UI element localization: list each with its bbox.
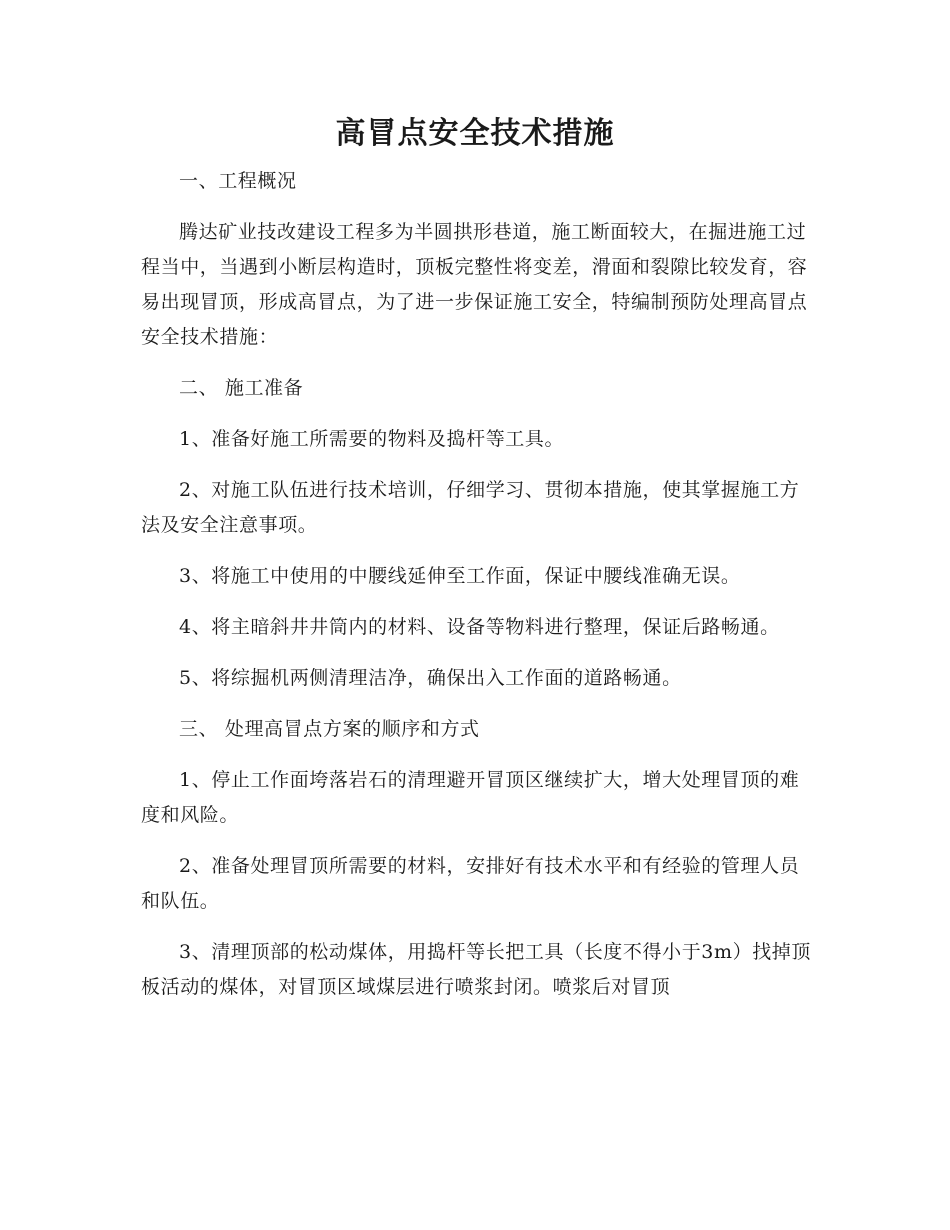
list-item-prep-4: 4、将主暗斜井井筒内的材料、设备等物料进行整理，保证后路畅通。 bbox=[179, 616, 780, 638]
list-item-prep-1: 1、准备好施工所需要的物料及捣杆等工具。 bbox=[179, 428, 565, 450]
list-item-prep-2: 2、对施工队伍进行技术培训，仔细学习、贯彻本措施，使其掌握施工方法及安全注意事项。 bbox=[141, 479, 800, 536]
section-heading-procedure: 三、 处理高冒点方案的顺序和方式 bbox=[179, 718, 480, 740]
list-item-proc-3: 3、清理顶部的松动煤体，用捣杆等长把工具（长度不得小于3m）找掉顶板活动的煤体，对冒顶区域煤层进行喷浆封闭。喷浆后对冒顶 bbox=[141, 941, 811, 998]
section-heading-preparation: 二、 施工准备 bbox=[179, 377, 304, 399]
list-item-proc-2: 2、准备处理冒顶所需要的材料，安排好有技术水平和有经验的管理人员和队伍。 bbox=[141, 855, 800, 912]
list-item-proc-1: 1、停止工作面垮落岩石的清理避开冒顶区继续扩大，增大处理冒顶的难度和风险。 bbox=[141, 769, 800, 826]
document-body bbox=[141, 164, 811, 1005]
list-item-prep-5: 5、将综掘机两侧清理洁净，确保出入工作面的道路畅通。 bbox=[179, 667, 682, 689]
document-title: 高冒点安全技术措施 bbox=[335, 116, 615, 151]
list-item-prep-3: 3、将施工中使用的中腰线延伸至工作面，保证中腰线准确无误。 bbox=[179, 565, 741, 587]
section-heading-overview: 一、工程概况 bbox=[179, 170, 297, 192]
paragraph-overview: 腾达矿业技改建设工程多为半圆拱形巷道，施工断面较大，在掘进施工过程当中，当遇到小断层构造时，顶板完整性将变差，滑面和裂隙比较发育，容易出现冒顶，形成高冒点，为了进一步保证施工安全，特编制预防处理高冒点安全技术措施： bbox=[141, 221, 808, 348]
